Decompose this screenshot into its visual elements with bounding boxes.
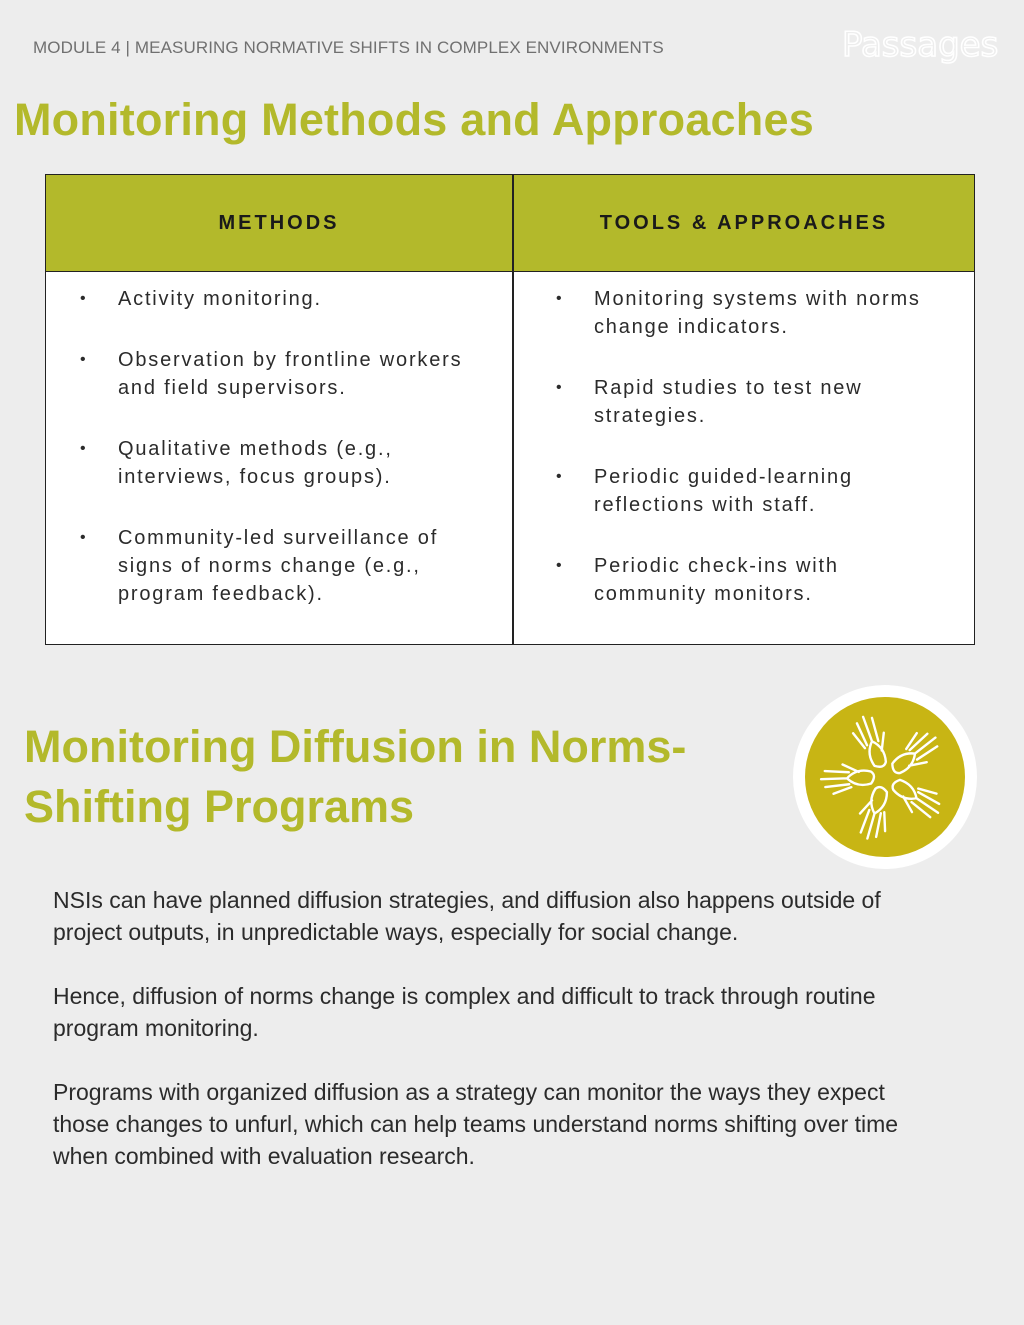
methods-list [76, 285, 496, 641]
bullet-icon: • [80, 351, 88, 368]
paragraph: Hence, diffusion of norms change is complex and difficult to track through routine program monitoring. [53, 983, 876, 1041]
list-item: • Periodic check-ins with community monitors. [552, 552, 952, 608]
bullet-icon: • [556, 379, 564, 396]
list-item: • Qualitative methods (e.g., interviews, focus groups). [76, 435, 496, 491]
svg-text:Passages: Passages [842, 25, 999, 65]
bullet-icon: • [80, 290, 88, 307]
header-tools-approaches: TOOLS & APPROACHES [599, 212, 889, 234]
bullet-icon: • [556, 290, 564, 307]
bullet-icon: • [556, 468, 564, 485]
methods-table [45, 174, 975, 645]
tools-list [552, 285, 952, 641]
module-header: MODULE 4 | MEASURING NORMATIVE SHIFTS IN COMPLEX ENVIRONMENTS [33, 38, 664, 57]
column-divider [512, 175, 514, 644]
page-title: Monitoring Methods and Approaches [14, 94, 814, 145]
passages-logo [840, 22, 1000, 72]
list-item: • Rapid studies to test new strategies. [552, 374, 952, 430]
list-item: • Community-led surveillance of signs of norms change (e.g., program feedback). [76, 524, 496, 608]
bullet-icon: • [80, 440, 88, 457]
hands-circle-icon [791, 683, 979, 871]
list-item: • Activity monitoring. [76, 285, 496, 313]
bullet-icon: • [80, 529, 88, 546]
section-title-line2: Shifting Programs [24, 781, 415, 832]
section-title-line1: Monitoring Diffusion in Norms- [24, 721, 687, 772]
list-item: • Periodic guided-learning reflections with staff. [552, 463, 952, 519]
list-item: • Observation by frontline workers and field supervisors. [76, 346, 496, 402]
bullet-icon: • [556, 557, 564, 574]
header-methods: METHODS [218, 212, 340, 234]
body-text [53, 884, 943, 1204]
paragraph: NSIs can have planned diffusion strategies, and diffusion also happens outside of project outputs, in unpredictable ways, especially for social change. [53, 887, 881, 945]
table-header-row [46, 175, 974, 272]
list-item: • Monitoring systems with norms change indicators. [552, 285, 952, 341]
paragraph: Programs with organized diffusion as a strategy can monitor the ways they expect those changes to unfurl, which can help teams understand norms shifting over time when combined with evaluation research. [53, 1079, 899, 1169]
section-title [24, 717, 784, 837]
